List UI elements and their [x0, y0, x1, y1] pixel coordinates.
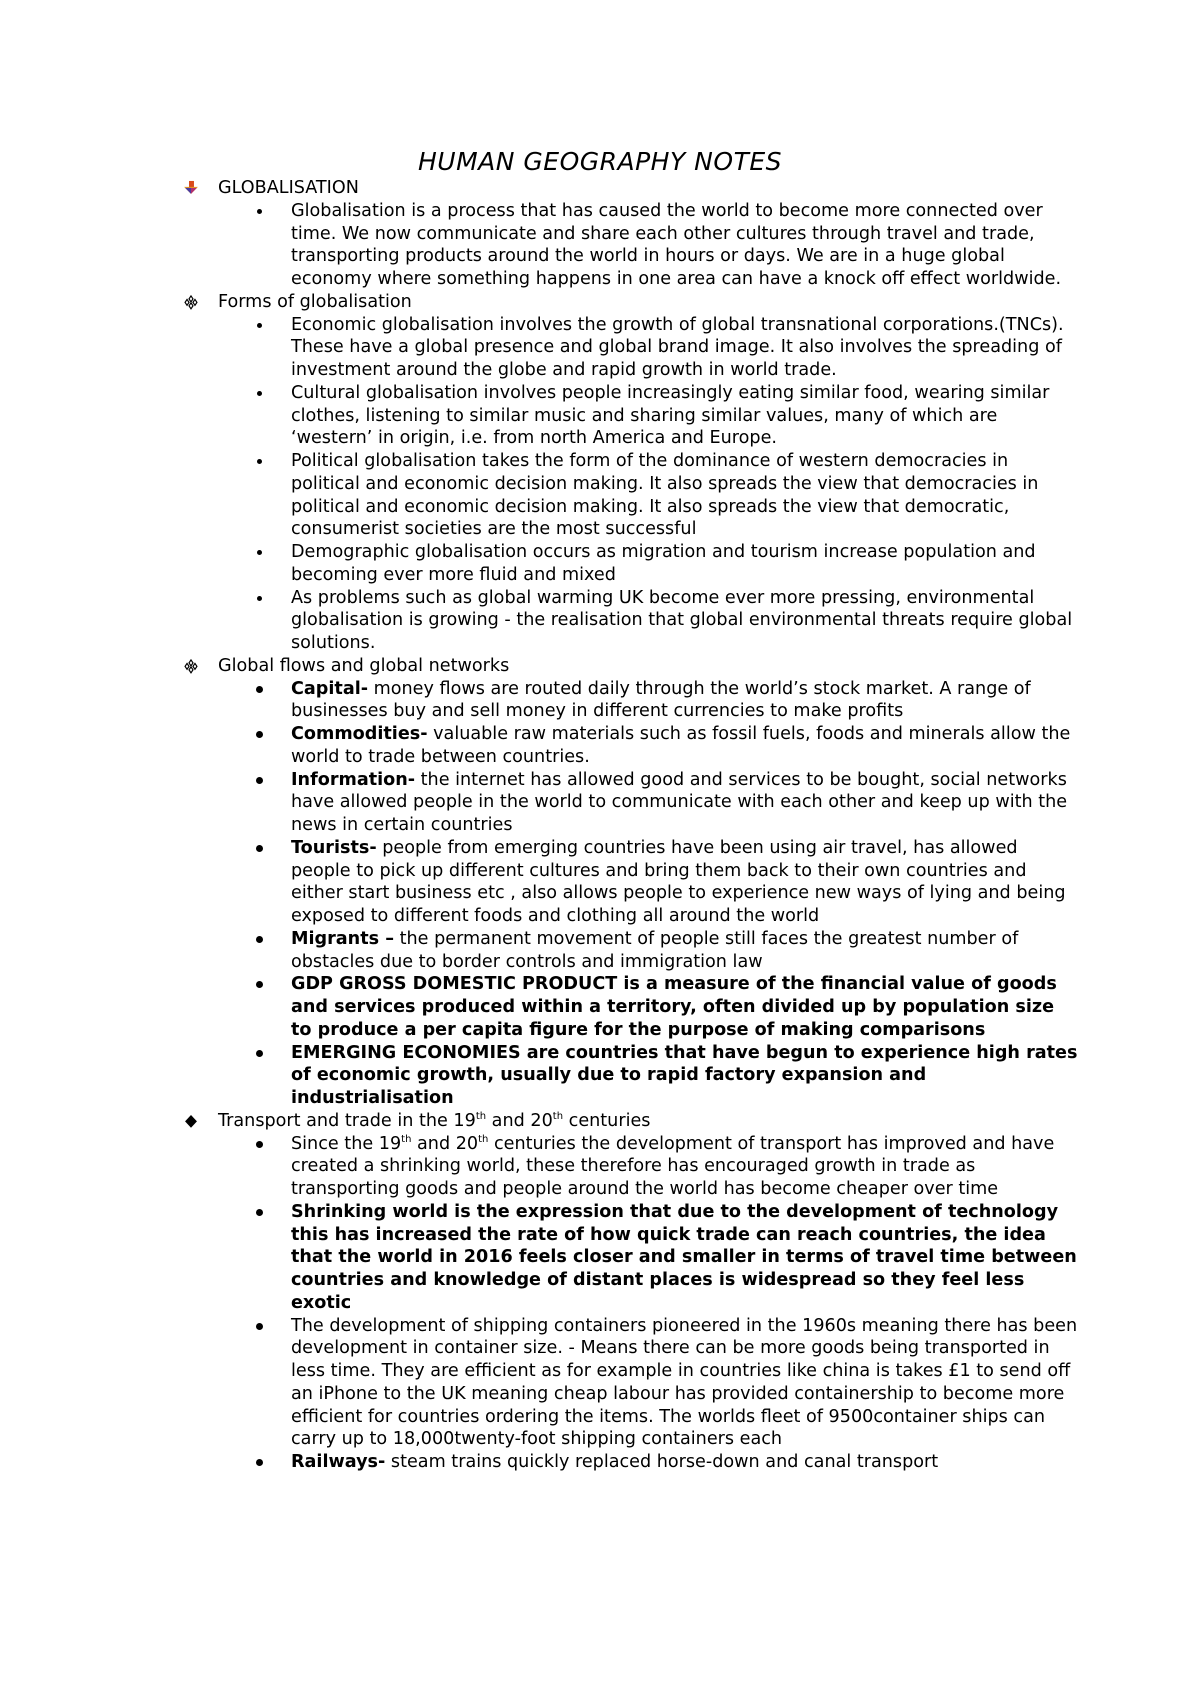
list-item: Demographic globalisation occurs as migration and tourism increase population and becoming ever more fluid and mixed	[0, 541, 1200, 587]
dot-bullet-icon	[254, 1133, 266, 1156]
list-item: Since the 19th and 20th centuries the development of transport has improved and have created a shrinking world, these therefore has encouraged growth in trade as transporting goods and people around the world has become cheaper over time	[0, 1133, 1200, 1201]
section-heading-text: GLOBALISATION	[218, 178, 359, 198]
dot-bullet-icon	[254, 928, 266, 951]
section-globalisation	[0, 177, 1200, 291]
dot-bullet-icon	[254, 450, 266, 473]
list-item: EMERGING ECONOMIES are countries that have begun to experience high rates of economic growth, usually due to rapid factory expansion and industrialisation	[0, 1042, 1200, 1110]
dot-bullet-icon	[254, 769, 266, 792]
page-title: HUMAN GEOGRAPHY NOTES	[417, 147, 782, 176]
section-global-flows	[0, 655, 1200, 1110]
section-heading	[0, 1110, 1200, 1133]
dot-bullet-icon	[254, 382, 266, 405]
list-item: Migrants – the permanent movement of people still faces the greatest number of obstacles due to border controls and immigration law	[0, 928, 1200, 974]
four-diamond-bullet-icon	[182, 291, 200, 314]
notes-outline	[0, 177, 1200, 1474]
section-heading-text: Transport and trade in the 19th and 20th centuries	[218, 1110, 651, 1131]
list-item: Political globalisation takes the form of the dominance of western democracies in political and economic decision making. It also spreads the view that democracies in political and economic decision making. It also spreads the view that democratic, consumerist societies are the most successful	[0, 450, 1200, 541]
dot-bullet-icon	[254, 837, 266, 860]
dot-bullet-icon	[254, 587, 266, 610]
list-item: Commodities- valuable raw materials such as fossil fuels, foods and minerals allow the world to trade between countries.	[0, 723, 1200, 769]
dot-bullet-icon	[254, 200, 266, 223]
dot-bullet-icon	[254, 541, 266, 564]
dot-bullet-icon	[254, 678, 266, 701]
list-item: Globalisation is a process that has caused the world to become more connected over time. We now communicate and share each other cultures through travel and trade, transporting products around the world in hours or days. We are in a huge global economy where something happens in one area can have a knock off effect worldwide.	[0, 200, 1200, 291]
list-item: Tourists- people from emerging countries have been using air travel, has allowed people to pick up different cultures and bring them back to their own countries and either start business etc , also allows people to experience new ways of lying and being exposed to different foods and clothing all around the world	[0, 837, 1200, 928]
list-item: As problems such as global warming UK become ever more pressing, environmental globalisation is growing - the realisation that global environmental threats require global solutions.	[0, 587, 1200, 655]
section-heading	[0, 655, 1200, 678]
list-item: The development of shipping containers pioneered in the 1960s meaning there has been development in container size. - Means there can be more goods being transported in less time. They are efficient as for example in countries like china is takes £1 to send off an iPhone to the UK meaning cheap labour has provided containership to become more efficient for countries ordering the items. The worlds fleet of 9500container ships can carry up to 18,000twenty-foot shipping containers each	[0, 1315, 1200, 1452]
section-heading-text: Forms of globalisation	[218, 291, 412, 312]
section-forms-of-globalisation	[0, 291, 1200, 655]
list-item: Information- the internet has allowed good and services to be bought, social networks have allowed people in the world to communicate with each other and keep up with the news in certain countries	[0, 769, 1200, 837]
list-item: Capital- money flows are routed daily through the world’s stock market. A range of businesses buy and sell money in different currencies to make profits	[0, 678, 1200, 724]
dot-bullet-icon	[254, 723, 266, 746]
dot-bullet-icon	[254, 314, 266, 337]
dot-bullet-icon	[254, 1042, 266, 1065]
four-diamond-bullet-icon	[182, 655, 200, 678]
section-heading	[0, 291, 1200, 314]
arrow-down-bullet-icon	[182, 177, 200, 200]
solid-diamond-bullet-icon	[182, 1110, 200, 1133]
list-item: Railways- steam trains quickly replaced horse-down and canal transport	[0, 1451, 1200, 1474]
dot-bullet-icon	[254, 973, 266, 996]
section-heading	[0, 177, 1200, 200]
dot-bullet-icon	[254, 1315, 266, 1338]
list-item: GDP GROSS DOMESTIC PRODUCT is a measure of the financial value of goods and services produced within a territory, often divided up by population size to produce a per capita figure for the purpose of making comparisons	[0, 973, 1200, 1041]
section-heading-text: Global flows and global networks	[218, 655, 510, 676]
list-item: Economic globalisation involves the growth of global transnational corporations.(TNCs). These have a global presence and global brand image. It also involves the spreading of investment around the globe and rapid growth in world trade.	[0, 314, 1200, 382]
list-item: Cultural globalisation involves people increasingly eating similar food, wearing similar clothes, listening to similar music and sharing similar values, many of which are ‘western’ in origin, i.e. from north America and Europe.	[0, 382, 1200, 450]
section-transport-and-trade	[0, 1110, 1200, 1474]
list-item: Shrinking world is the expression that due to the development of technology this has increased the rate of how quick trade can reach countries, the idea that the world in 2016 feels closer and smaller in terms of travel time between countries and knowledge of distant places is widespread so they feel less exotic	[0, 1201, 1200, 1315]
dot-bullet-icon	[254, 1201, 266, 1224]
dot-bullet-icon	[254, 1451, 266, 1474]
